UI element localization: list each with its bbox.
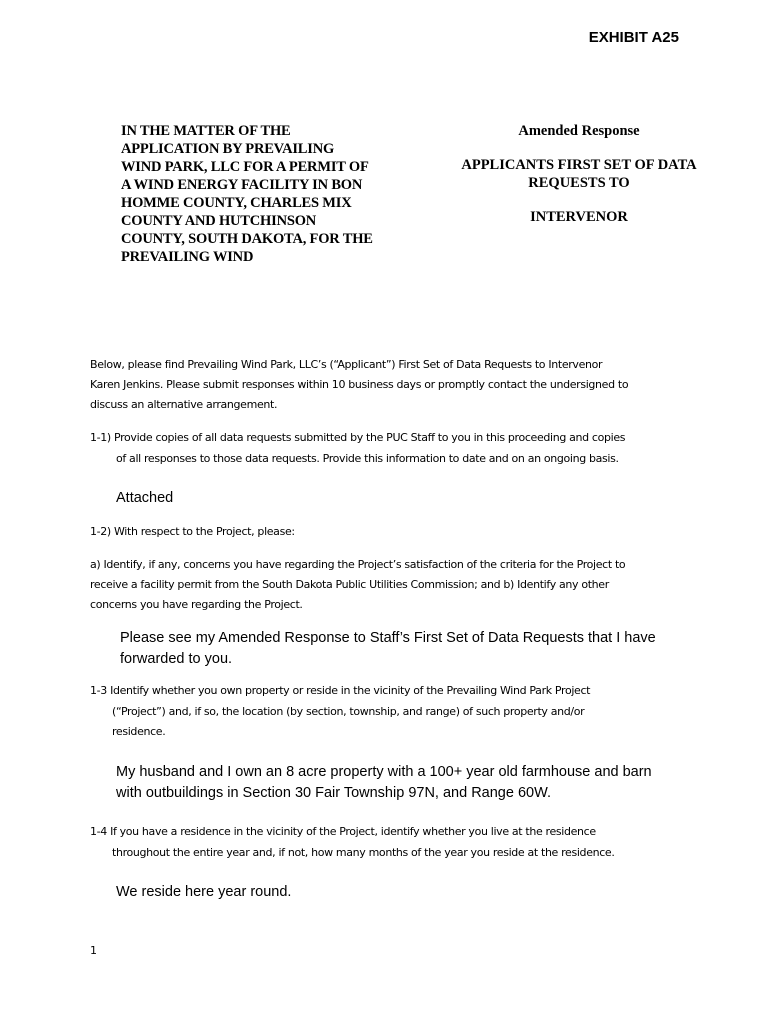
case-caption	[121, 122, 411, 266]
intervenor-label: INTERVENOR	[530, 209, 628, 225]
document-title-block	[448, 122, 710, 226]
caption-line: COUNTY AND HUTCHINSON	[121, 213, 317, 229]
amended-response-label: Amended Response	[518, 123, 640, 139]
request-1-2-intro: 1-2) With respect to the Project, please:	[90, 525, 295, 538]
caption-line: PREVAILING WIND	[121, 249, 254, 265]
response-1-2-line: forwarded to you.	[120, 651, 233, 667]
response-1-2-line: Please see my Amended Response to Staff’s First Set of Data Requests that I have	[120, 630, 656, 646]
request-1-4-line: 1-4 If you have a residence in the vicinity of the Project, identify whether you live at the residence	[90, 825, 596, 838]
response-1-1: Attached	[116, 490, 174, 506]
intro-line: Karen Jenkins. Please submit responses within 10 business days or promptly contact the undersigned to	[90, 378, 629, 391]
request-1-4-line: throughout the entire year and, if not, how many months of the year you reside at the residence.	[112, 846, 615, 859]
response-1-3-line: with outbuildings in Section 30 Fair Township 97N, and Range 60W.	[116, 785, 551, 801]
caption-line: A WIND ENERGY FACILITY IN BON	[121, 177, 363, 193]
caption-line: HOMME COUNTY, CHARLES MIX	[121, 195, 352, 211]
page-number: 1	[90, 944, 97, 957]
caption-line: IN THE MATTER OF THE	[121, 123, 291, 139]
request-1-2-line: a) Identify, if any, concerns you have regarding the Project’s satisfaction of the criteria for the Project to	[90, 558, 626, 571]
intro-line: discuss an alternative arrangement.	[90, 398, 278, 411]
caption-line: WIND PARK, LLC FOR A PERMIT OF	[121, 159, 369, 175]
request-1-2-line: receive a facility permit from the South Dakota Public Utilities Commission; and b) Identify any other	[90, 578, 609, 591]
response-1-4: We reside here year round.	[116, 884, 292, 900]
caption-line: APPLICATION BY PREVAILING	[121, 141, 335, 157]
document-title-line: APPLICANTS FIRST SET OF DATA	[461, 157, 697, 173]
request-1-1-line: of all responses to those data requests. Provide this information to date and on an ongoing basis.	[116, 452, 619, 465]
request-1-1-line: 1-1) Provide copies of all data requests submitted by the PUC Staff to you in this proceeding and copies	[90, 431, 626, 444]
request-1-3-line: residence.	[112, 725, 166, 738]
caption-line: COUNTY, SOUTH DAKOTA, FOR THE	[121, 231, 373, 247]
intro-line: Below, please find Prevailing Wind Park, LLC’s (“Applicant”) First Set of Data Requests to Intervenor	[90, 358, 603, 371]
exhibit-label: EXHIBIT A25	[588, 29, 679, 46]
request-1-3-line: (“Project”) and, if so, the location (by section, township, and range) of such property and/or	[112, 705, 585, 718]
document-title-line: REQUESTS TO	[528, 175, 630, 191]
response-1-3-line: My husband and I own an 8 acre property with a 100+ year old farmhouse and barn	[116, 764, 652, 780]
request-1-2-line: concerns you have regarding the Project.	[90, 598, 303, 611]
request-1-3-line: 1-3 Identify whether you own property or reside in the vicinity of the Prevailing Wind Park Project	[90, 684, 591, 697]
